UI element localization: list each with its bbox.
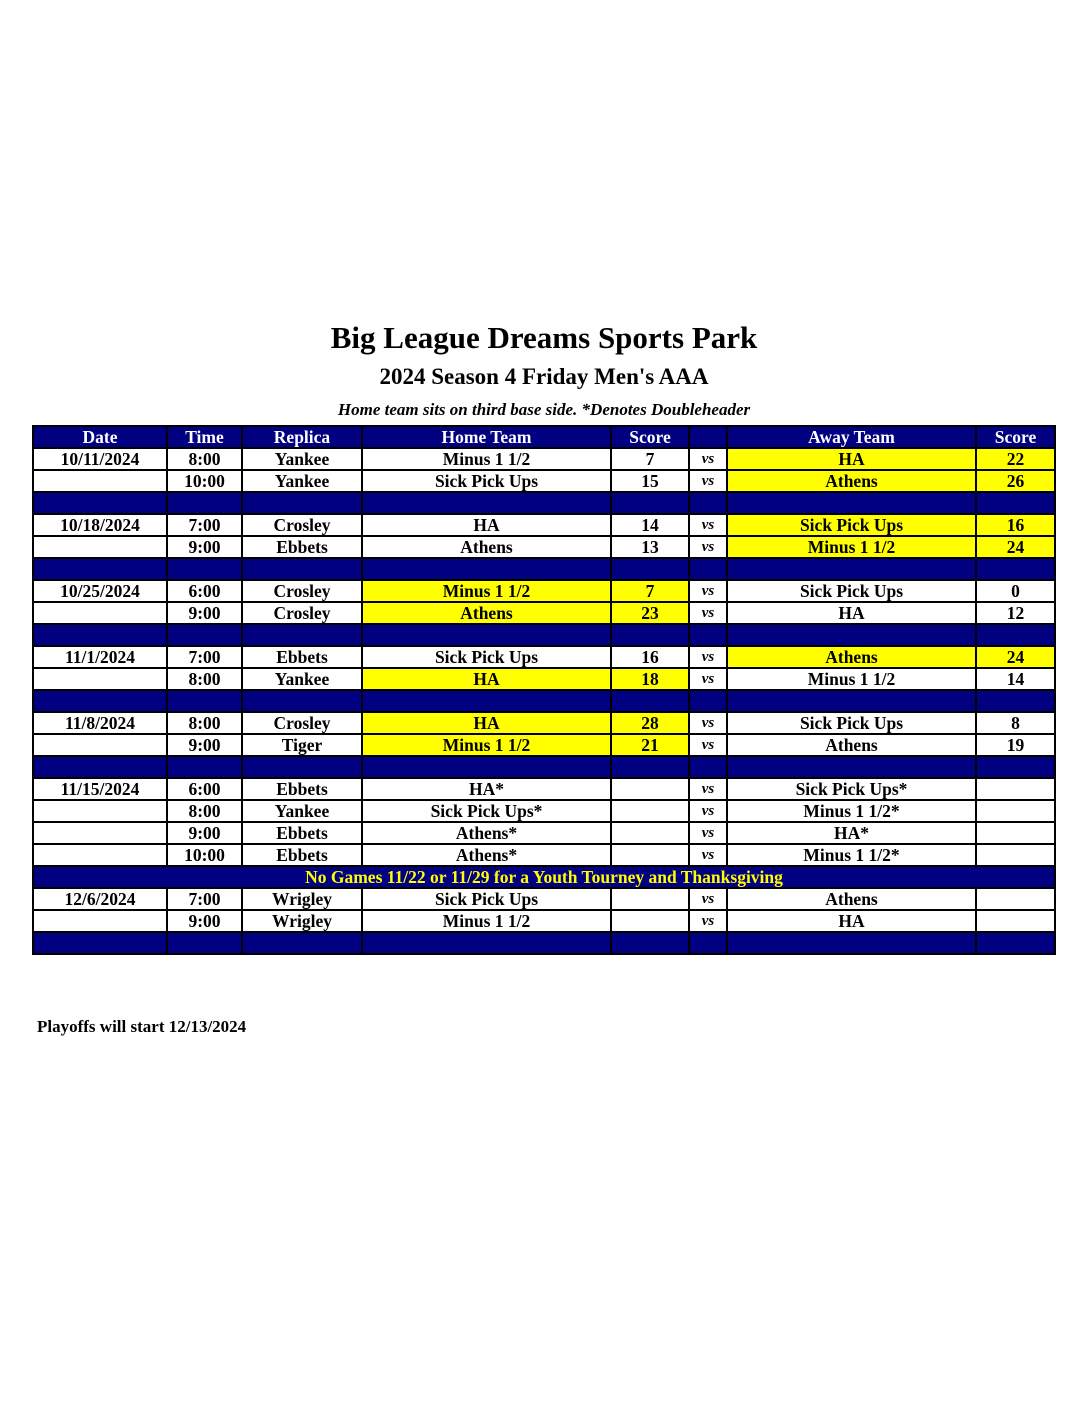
away-score-cell: 12: [976, 602, 1055, 624]
separator-row: [33, 492, 1055, 514]
separator-cell: [976, 756, 1055, 778]
separator-cell: [167, 492, 242, 514]
separator-cell: [33, 558, 167, 580]
vs-cell: vs: [689, 910, 727, 932]
away-team-cell: Sick Pick Ups: [727, 712, 976, 734]
game-row: [33, 822, 1055, 844]
away-score-cell: [976, 844, 1055, 866]
game-row: [33, 778, 1055, 800]
page-subtitle: 2024 Season 4 Friday Men's AAA: [379, 364, 709, 389]
separator-cell: [976, 558, 1055, 580]
home-team-cell: Athens*: [362, 844, 611, 866]
separator-cell: [727, 932, 976, 954]
separator-cell: [362, 492, 611, 514]
separator-cell: [611, 558, 689, 580]
separator-cell: [727, 492, 976, 514]
col-header-away-team: Away Team: [727, 426, 976, 448]
away-score-cell: [976, 822, 1055, 844]
date-cell: [33, 844, 167, 866]
home-score-cell: 23: [611, 602, 689, 624]
separator-cell: [727, 558, 976, 580]
game-row: [33, 888, 1055, 910]
time-cell: 8:00: [167, 800, 242, 822]
home-score-cell: [611, 844, 689, 866]
home-score-cell: 14: [611, 514, 689, 536]
game-row: [33, 470, 1055, 492]
replica-cell: Wrigley: [242, 888, 362, 910]
date-cell: [33, 536, 167, 558]
away-score-cell: 22: [976, 448, 1055, 470]
replica-cell: Crosley: [242, 580, 362, 602]
date-cell: [33, 470, 167, 492]
separator-cell: [689, 756, 727, 778]
col-header-replica: Replica: [242, 426, 362, 448]
away-score-cell: [976, 800, 1055, 822]
vs-cell: vs: [689, 822, 727, 844]
vs-cell: vs: [689, 734, 727, 756]
separator-cell: [167, 558, 242, 580]
date-cell: 12/6/2024: [33, 888, 167, 910]
home-score-cell: 15: [611, 470, 689, 492]
away-team-cell: HA: [727, 448, 976, 470]
home-team-cell: Minus 1 1/2: [362, 580, 611, 602]
separator-cell: [727, 624, 976, 646]
time-cell: 9:00: [167, 734, 242, 756]
separator-cell: [689, 624, 727, 646]
away-team-cell: Minus 1 1/2*: [727, 800, 976, 822]
game-row: [33, 712, 1055, 734]
home-team-cell: HA: [362, 668, 611, 690]
vs-cell: vs: [689, 778, 727, 800]
date-cell: 11/15/2024: [33, 778, 167, 800]
home-score-cell: [611, 888, 689, 910]
separator-cell: [33, 624, 167, 646]
separator-cell: [976, 690, 1055, 712]
playoffs-note: Playoffs will start 12/13/2024: [37, 1017, 247, 1036]
home-team-cell: Sick Pick Ups: [362, 646, 611, 668]
separator-cell: [33, 492, 167, 514]
time-cell: 8:00: [167, 668, 242, 690]
date-cell: 11/1/2024: [33, 646, 167, 668]
vs-cell: vs: [689, 580, 727, 602]
separator-cell: [727, 756, 976, 778]
col-header-vs: [689, 426, 727, 448]
vs-cell: vs: [689, 448, 727, 470]
game-row: [33, 734, 1055, 756]
replica-cell: Crosley: [242, 514, 362, 536]
time-cell: 7:00: [167, 514, 242, 536]
away-team-cell: Sick Pick Ups*: [727, 778, 976, 800]
game-row: [33, 448, 1055, 470]
schedule-table: [32, 425, 1056, 955]
separator-cell: [242, 690, 362, 712]
away-team-cell: Sick Pick Ups: [727, 580, 976, 602]
home-score-cell: [611, 800, 689, 822]
banner-row: [33, 866, 1055, 888]
vs-cell: vs: [689, 888, 727, 910]
away-team-cell: Sick Pick Ups: [727, 514, 976, 536]
date-cell: [33, 822, 167, 844]
vs-cell: vs: [689, 800, 727, 822]
replica-cell: Tiger: [242, 734, 362, 756]
game-row: [33, 580, 1055, 602]
date-cell: [33, 800, 167, 822]
separator-cell: [976, 932, 1055, 954]
replica-cell: Yankee: [242, 448, 362, 470]
home-team-cell: HA: [362, 514, 611, 536]
home-team-cell: HA: [362, 712, 611, 734]
separator-cell: [362, 624, 611, 646]
home-team-cell: Sick Pick Ups*: [362, 800, 611, 822]
separator-cell: [727, 690, 976, 712]
date-cell: 11/8/2024: [33, 712, 167, 734]
separator-cell: [611, 690, 689, 712]
time-cell: 10:00: [167, 470, 242, 492]
home-score-cell: [611, 778, 689, 800]
separator-row: [33, 932, 1055, 954]
game-row: [33, 844, 1055, 866]
date-cell: [33, 668, 167, 690]
separator-row: [33, 624, 1055, 646]
away-score-cell: 8: [976, 712, 1055, 734]
game-row: [33, 646, 1055, 668]
separator-row: [33, 558, 1055, 580]
away-team-cell: HA: [727, 602, 976, 624]
schedule-body: [33, 448, 1055, 954]
time-cell: 10:00: [167, 844, 242, 866]
date-cell: 10/11/2024: [33, 448, 167, 470]
away-team-cell: Minus 1 1/2*: [727, 844, 976, 866]
home-score-cell: [611, 822, 689, 844]
time-cell: 8:00: [167, 712, 242, 734]
separator-cell: [689, 690, 727, 712]
game-row: [33, 668, 1055, 690]
separator-row: [33, 690, 1055, 712]
separator-cell: [167, 624, 242, 646]
date-cell: 10/18/2024: [33, 514, 167, 536]
away-score-cell: 0: [976, 580, 1055, 602]
away-score-cell: 26: [976, 470, 1055, 492]
home-team-cell: HA*: [362, 778, 611, 800]
home-score-cell: 13: [611, 536, 689, 558]
game-row: [33, 514, 1055, 536]
away-team-cell: Athens: [727, 470, 976, 492]
game-row: [33, 602, 1055, 624]
home-score-cell: [611, 910, 689, 932]
home-score-cell: 18: [611, 668, 689, 690]
separator-cell: [167, 690, 242, 712]
separator-cell: [689, 558, 727, 580]
replica-cell: Ebbets: [242, 778, 362, 800]
separator-cell: [167, 756, 242, 778]
separator-cell: [33, 756, 167, 778]
time-cell: 7:00: [167, 646, 242, 668]
separator-row: [33, 756, 1055, 778]
date-cell: 10/25/2024: [33, 580, 167, 602]
col-header-date: Date: [33, 426, 167, 448]
separator-cell: [242, 624, 362, 646]
date-cell: [33, 910, 167, 932]
home-team-cell: Sick Pick Ups: [362, 888, 611, 910]
replica-cell: Ebbets: [242, 822, 362, 844]
time-cell: 7:00: [167, 888, 242, 910]
away-score-cell: [976, 778, 1055, 800]
home-team-cell: Minus 1 1/2: [362, 910, 611, 932]
separator-cell: [33, 932, 167, 954]
home-team-cell: Sick Pick Ups: [362, 470, 611, 492]
col-header-time: Time: [167, 426, 242, 448]
home-score-cell: 16: [611, 646, 689, 668]
separator-cell: [167, 932, 242, 954]
no-games-banner: No Games 11/22 or 11/29 for a Youth Tourney and Thanksgiving: [33, 866, 1055, 888]
separator-cell: [976, 624, 1055, 646]
separator-cell: [242, 492, 362, 514]
separator-cell: [976, 492, 1055, 514]
separator-cell: [242, 756, 362, 778]
home-team-cell: Minus 1 1/2: [362, 734, 611, 756]
home-team-cell: Athens: [362, 536, 611, 558]
time-cell: 9:00: [167, 602, 242, 624]
home-score-cell: 28: [611, 712, 689, 734]
away-team-cell: Athens: [727, 646, 976, 668]
date-cell: [33, 602, 167, 624]
game-row: [33, 800, 1055, 822]
away-score-cell: 19: [976, 734, 1055, 756]
vs-cell: vs: [689, 844, 727, 866]
home-score-cell: 21: [611, 734, 689, 756]
date-cell: [33, 734, 167, 756]
away-team-cell: HA*: [727, 822, 976, 844]
vs-cell: vs: [689, 668, 727, 690]
away-team-cell: Minus 1 1/2: [727, 536, 976, 558]
header-row: [33, 426, 1055, 448]
separator-cell: [362, 690, 611, 712]
away-score-cell: [976, 888, 1055, 910]
away-score-cell: 16: [976, 514, 1055, 536]
away-score-cell: [976, 910, 1055, 932]
vs-cell: vs: [689, 646, 727, 668]
time-cell: 9:00: [167, 822, 242, 844]
vs-cell: vs: [689, 514, 727, 536]
time-cell: 9:00: [167, 910, 242, 932]
time-cell: 6:00: [167, 580, 242, 602]
separator-cell: [611, 492, 689, 514]
separator-cell: [242, 558, 362, 580]
home-team-cell: Minus 1 1/2: [362, 448, 611, 470]
home-team-cell: Athens*: [362, 822, 611, 844]
game-row: [33, 910, 1055, 932]
away-score-cell: 24: [976, 536, 1055, 558]
away-team-cell: HA: [727, 910, 976, 932]
vs-cell: vs: [689, 536, 727, 558]
home-team-cell: Athens: [362, 602, 611, 624]
separator-cell: [242, 932, 362, 954]
home-score-cell: 7: [611, 448, 689, 470]
separator-cell: [689, 492, 727, 514]
replica-cell: Ebbets: [242, 536, 362, 558]
game-row: [33, 536, 1055, 558]
replica-cell: Wrigley: [242, 910, 362, 932]
col-header-home-team: Home Team: [362, 426, 611, 448]
away-team-cell: Minus 1 1/2: [727, 668, 976, 690]
time-cell: 8:00: [167, 448, 242, 470]
time-cell: 6:00: [167, 778, 242, 800]
vs-cell: vs: [689, 712, 727, 734]
separator-cell: [362, 932, 611, 954]
away-team-cell: Athens: [727, 734, 976, 756]
replica-cell: Crosley: [242, 712, 362, 734]
replica-cell: Yankee: [242, 800, 362, 822]
replica-cell: Ebbets: [242, 646, 362, 668]
separator-cell: [362, 756, 611, 778]
vs-cell: vs: [689, 602, 727, 624]
separator-cell: [611, 932, 689, 954]
replica-cell: Yankee: [242, 470, 362, 492]
separator-cell: [689, 932, 727, 954]
separator-cell: [611, 756, 689, 778]
col-header-away-score: Score: [976, 426, 1055, 448]
replica-cell: Crosley: [242, 602, 362, 624]
home-score-cell: 7: [611, 580, 689, 602]
time-cell: 9:00: [167, 536, 242, 558]
page-title: Big League Dreams Sports Park: [330, 320, 758, 355]
replica-cell: Yankee: [242, 668, 362, 690]
separator-cell: [611, 624, 689, 646]
away-score-cell: 24: [976, 646, 1055, 668]
separator-cell: [33, 690, 167, 712]
replica-cell: Ebbets: [242, 844, 362, 866]
col-header-home-score: Score: [611, 426, 689, 448]
separator-cell: [362, 558, 611, 580]
away-team-cell: Athens: [727, 888, 976, 910]
away-score-cell: 14: [976, 668, 1055, 690]
schedule-note: Home team sits on third base side. *Denotes Doubleheader: [337, 400, 751, 419]
vs-cell: vs: [689, 470, 727, 492]
